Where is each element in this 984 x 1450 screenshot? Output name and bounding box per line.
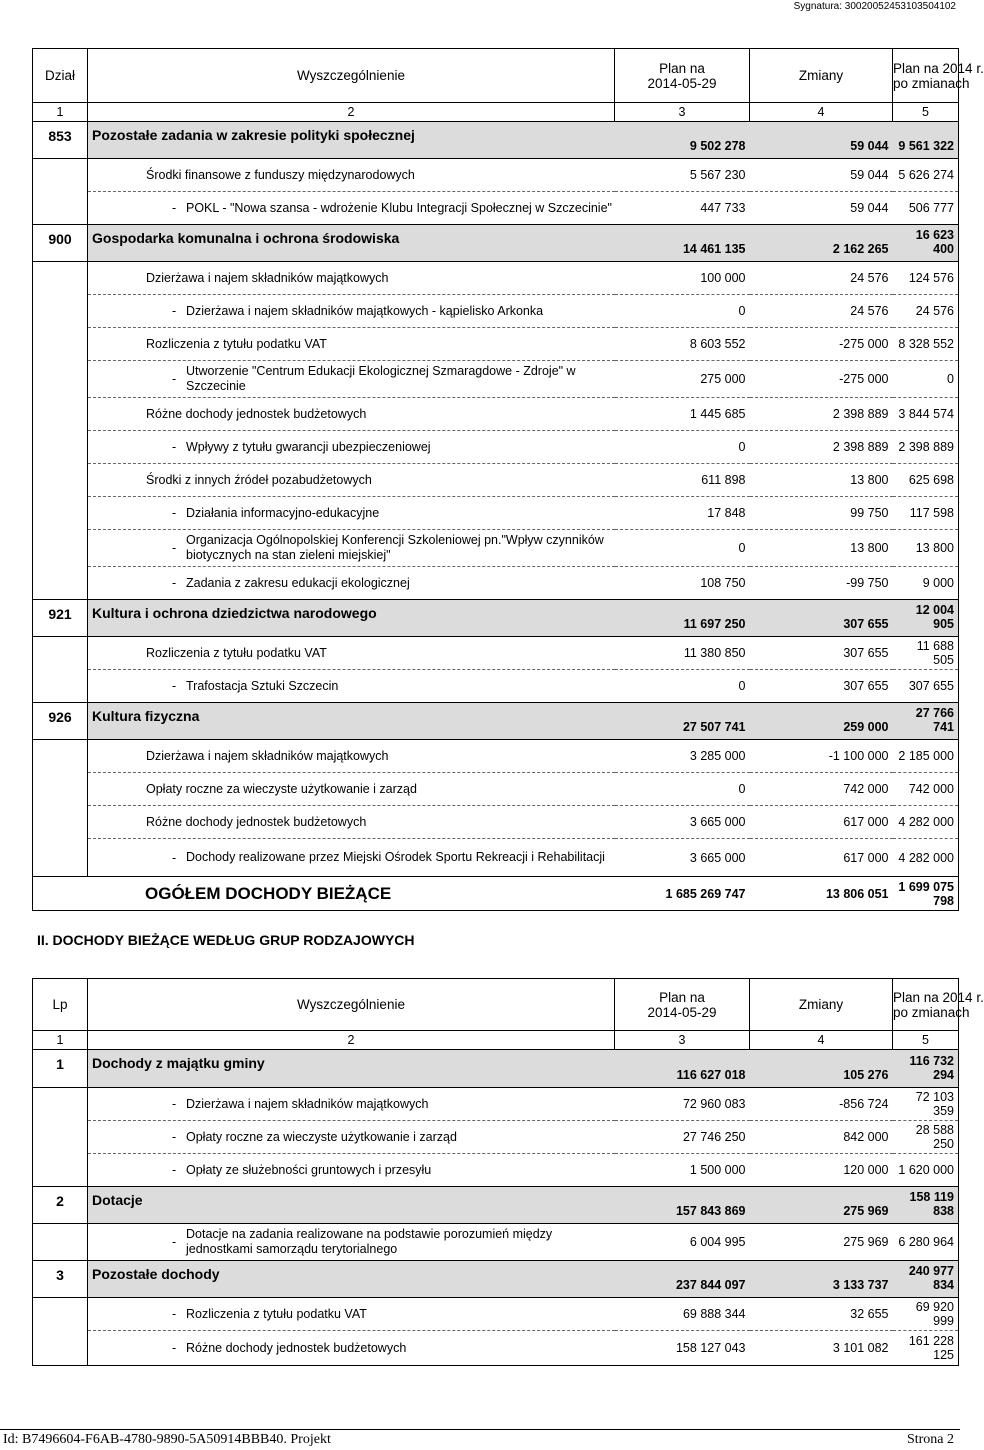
category-row	[33, 703, 959, 740]
row-plan: 17 848	[615, 497, 750, 530]
category-name: Dotacje	[88, 1187, 615, 1224]
item-name: - Opłaty ze służebności gruntowych i przesyłu	[88, 1154, 615, 1187]
row-plan: 100 000	[615, 262, 750, 295]
signature: Sygnatura: 300200524531035041​02	[793, 1, 956, 12]
row-plan: 72 960 083	[615, 1088, 750, 1121]
subcategory-name: Różne dochody jednostek budżetowych	[88, 806, 615, 839]
row-zmiany: 99 750	[750, 497, 893, 530]
subcategory-row	[33, 328, 959, 361]
row-zmiany: -99 750	[750, 567, 893, 600]
row-po: 72 103 359	[893, 1088, 959, 1121]
subcategory-row	[33, 464, 959, 497]
subcategory-name: Różne dochody jednostek budżetowych	[88, 398, 615, 431]
category-code: 1	[33, 1050, 88, 1088]
row-po: 625 698	[893, 464, 959, 497]
total-label: OGÓŁEM DOCHODY BIEŻĄCE	[33, 877, 615, 911]
category-name: Pozostałe zadania w zakresie polityki społecznej	[88, 122, 615, 159]
header-plan: Plan na 2014-05-29	[615, 979, 750, 1031]
row-po: 742 000	[893, 773, 959, 806]
subcategory-row	[33, 637, 959, 670]
item-name: - Dzierżawa i najem składników majątkowych	[88, 1088, 615, 1121]
category-row	[33, 225, 959, 262]
row-plan: 3 665 000	[615, 806, 750, 839]
item-row	[33, 1088, 959, 1121]
row-plan: 3 665 000	[615, 839, 750, 877]
header-po-zmianach: Plan na 2014 r. po zmianach	[893, 49, 959, 103]
subcategory-name: Dzierżawa i najem składników majątkowych	[88, 740, 615, 773]
row-po: 2 398 889	[893, 431, 959, 464]
row-po: 11 688 505	[893, 637, 959, 670]
row-zmiany: -1 100 000	[750, 740, 893, 773]
item-row	[33, 670, 959, 703]
row-po: 5 626 274	[893, 159, 959, 192]
item-row	[33, 1298, 959, 1331]
row-zmiany: 742 000	[750, 773, 893, 806]
category-plan: 157 843 869	[615, 1187, 750, 1224]
item-row	[33, 1154, 959, 1187]
category-plan: 9 502 278	[615, 122, 750, 159]
row-plan: 3 285 000	[615, 740, 750, 773]
category-code: 926	[33, 703, 88, 740]
item-name: - Rozliczenia z tytułu podatku VAT	[88, 1298, 615, 1331]
row-zmiany: 120 000	[750, 1154, 893, 1187]
row-zmiany: 275 969	[750, 1224, 893, 1261]
category-po: 12 004 905	[893, 600, 959, 637]
row-plan: 275 000	[615, 361, 750, 398]
category-zmiany: 59 044	[750, 122, 893, 159]
item-name: - Trafostacja Sztuki Szczecin	[88, 670, 615, 703]
row-po: 4 282 000	[893, 806, 959, 839]
header-zmiany: Zmiany	[750, 49, 893, 103]
row-plan: 8 603 552	[615, 328, 750, 361]
row-po: 1 620 000	[893, 1154, 959, 1187]
category-row	[33, 122, 959, 159]
row-po: 28 588 250	[893, 1121, 959, 1154]
row-plan: 27 746 250	[615, 1121, 750, 1154]
row-po: 307 655	[893, 670, 959, 703]
item-row	[33, 567, 959, 600]
category-zmiany: 105 276	[750, 1050, 893, 1088]
row-po: 6 280 964	[893, 1224, 959, 1261]
category-po: 16 623 400	[893, 225, 959, 262]
subcategory-row	[33, 262, 959, 295]
row-po: 2 185 000	[893, 740, 959, 773]
category-name: Dochody z majątku gminy	[88, 1050, 615, 1088]
item-row	[33, 1224, 959, 1261]
category-name: Kultura i ochrona dziedzictwa narodowego	[88, 600, 615, 637]
category-plan: 27 507 741	[615, 703, 750, 740]
row-plan: 0	[615, 670, 750, 703]
item-row	[33, 192, 959, 225]
subcategory-name: Dzierżawa i najem składników majątkowych	[88, 262, 615, 295]
header-lp: Lp	[33, 979, 88, 1031]
subcategory-name: Środki z innych źródeł pozabudżetowych	[88, 464, 615, 497]
row-zmiany: 2 398 889	[750, 398, 893, 431]
category-name: Gospodarka komunalna i ochrona środowiska	[88, 225, 615, 262]
row-po: 24 576	[893, 295, 959, 328]
item-name: - Organizacja Ogólnopolskiej Konferencji Szkoleniowej pn."Wpływ czynników biotycznych na stan zieleni miejskiej"	[88, 530, 615, 567]
item-name: - Zadania z zakresu edukacji ekologicznej	[88, 567, 615, 600]
item-name: - Działania informacyjno-edukacyjne	[88, 497, 615, 530]
column-numbers: 1 2 3 4 5	[33, 1031, 959, 1050]
row-po: 506 777	[893, 192, 959, 225]
header-po-zmianach: Plan na 2014 r. po zmianach	[893, 979, 959, 1031]
row-po: 8 328 552	[893, 328, 959, 361]
header-plan: Plan na 2014-05-29	[615, 49, 750, 103]
category-code: 853	[33, 122, 88, 159]
item-name: - POKL - "Nowa szansa - wdrożenie Klubu Integracji Społecznej w Szczecinie"	[88, 192, 615, 225]
column-numbers: 1 2 3 4 5	[33, 103, 959, 122]
subcategory-name: Rozliczenia z tytułu podatku VAT	[88, 328, 615, 361]
category-zmiany: 307 655	[750, 600, 893, 637]
row-zmiany: 617 000	[750, 839, 893, 877]
subcategory-row	[33, 398, 959, 431]
row-po: 4 282 000	[893, 839, 959, 877]
income-table	[32, 48, 984, 911]
item-row	[33, 530, 959, 567]
total-plan: 1 685 269 747	[615, 877, 750, 911]
category-row	[33, 1187, 959, 1224]
category-zmiany: 3 133 737	[750, 1261, 893, 1298]
subcategory-row	[33, 773, 959, 806]
total-row	[33, 877, 959, 911]
row-plan: 0	[615, 295, 750, 328]
item-row	[33, 295, 959, 328]
item-name: - Wpływy z tytułu gwarancji ubezpieczeniowej	[88, 431, 615, 464]
category-code: 921	[33, 600, 88, 637]
category-po: 27 766 741	[893, 703, 959, 740]
category-code: 3	[33, 1261, 88, 1298]
row-zmiany: 32 655	[750, 1298, 893, 1331]
row-zmiany: 307 655	[750, 637, 893, 670]
item-row	[33, 1121, 959, 1154]
row-po: 124 576	[893, 262, 959, 295]
category-po: 9 561 322	[893, 122, 959, 159]
document-id: Id: B7496604-F6AB-4780-9890-5A50914BBB40. Projekt	[3, 1432, 331, 1447]
category-plan: 116 627 018	[615, 1050, 750, 1088]
row-plan: 0	[615, 431, 750, 464]
category-po: 158 119 838	[893, 1187, 959, 1224]
total-po: 1 699 075 798	[893, 877, 959, 911]
section-title: II. DOCHODY BIEŻĄCE WEDŁUG GRUP RODZAJOWYCH	[37, 932, 415, 948]
category-zmiany: 259 000	[750, 703, 893, 740]
subcategory-name: Środki finansowe z funduszy międzynarodowych	[88, 159, 615, 192]
row-po: 0	[893, 361, 959, 398]
header-wyszczegolnienie: Wyszczególnienie	[88, 49, 615, 103]
row-zmiany: 13 800	[750, 464, 893, 497]
category-row	[33, 600, 959, 637]
category-row	[33, 1050, 959, 1088]
row-plan: 447 733	[615, 192, 750, 225]
row-plan: 1 445 685	[615, 398, 750, 431]
row-zmiany: 59 044	[750, 159, 893, 192]
row-po: 9 000	[893, 567, 959, 600]
category-po: 240 977 834	[893, 1261, 959, 1298]
subcategory-name: Rozliczenia z tytułu podatku VAT	[88, 637, 615, 670]
item-name: - Dzierżawa i najem składników majątkowych - kąpielisko Arkonka	[88, 295, 615, 328]
item-row	[33, 497, 959, 530]
row-zmiany: -275 000	[750, 361, 893, 398]
total-zmiany: 13 806 051	[750, 877, 893, 911]
item-row	[33, 839, 959, 877]
row-plan: 158 127 043	[615, 1331, 750, 1366]
category-plan: 11 697 250	[615, 600, 750, 637]
item-row	[33, 361, 959, 398]
row-po: 3 844 574	[893, 398, 959, 431]
item-name: - Dochody realizowane przez Miejski Ośrodek Sportu Rekreacji i Rehabilitacji	[88, 839, 615, 877]
row-plan: 6 004 995	[615, 1224, 750, 1261]
row-zmiany: 59 044	[750, 192, 893, 225]
category-row	[33, 1261, 959, 1298]
row-plan: 5 567 230	[615, 159, 750, 192]
footer	[0, 1429, 960, 1450]
row-po: 13 800	[893, 530, 959, 567]
page-number: Strona 2	[906, 1432, 954, 1447]
category-po: 116 732 294	[893, 1050, 959, 1088]
row-zmiany: 24 576	[750, 262, 893, 295]
item-row	[33, 431, 959, 464]
item-row	[33, 1331, 959, 1366]
income-groups-table	[32, 978, 984, 1366]
row-plan: 11 380 850	[615, 637, 750, 670]
row-zmiany: 2 398 889	[750, 431, 893, 464]
row-plan: 1 500 000	[615, 1154, 750, 1187]
row-zmiany: 3 101 082	[750, 1331, 893, 1366]
row-plan: 69 888 344	[615, 1298, 750, 1331]
category-zmiany: 2 162 265	[750, 225, 893, 262]
row-zmiany: 13 800	[750, 530, 893, 567]
subcategory-row	[33, 159, 959, 192]
item-name: - Opłaty roczne za wieczyste użytkowanie i zarząd	[88, 1121, 615, 1154]
category-code: 900	[33, 225, 88, 262]
row-po: 117 598	[893, 497, 959, 530]
row-zmiany: 307 655	[750, 670, 893, 703]
item-name: - Utworzenie "Centrum Edukacji Ekologicznej Szmaragdowe - Zdroje" w Szczecinie	[88, 361, 615, 398]
row-plan: 108 750	[615, 567, 750, 600]
item-name: - Dotacje na zadania realizowane na podstawie porozumień między jednostkami samorządu terytorialnego	[88, 1224, 615, 1261]
row-plan: 0	[615, 773, 750, 806]
subcategory-row	[33, 806, 959, 839]
item-name: - Różne dochody jednostek budżetowych	[88, 1331, 615, 1366]
row-zmiany: -856 724	[750, 1088, 893, 1121]
category-code: 2	[33, 1187, 88, 1224]
row-zmiany: 842 000	[750, 1121, 893, 1154]
row-zmiany: 24 576	[750, 295, 893, 328]
subcategory-name: Opłaty roczne za wieczyste użytkowanie i zarząd	[88, 773, 615, 806]
header-wyszczegolnienie: Wyszczególnienie	[88, 979, 615, 1031]
category-name: Pozostałe dochody	[88, 1261, 615, 1298]
header-zmiany: Zmiany	[750, 979, 893, 1031]
header-dzial: Dział	[33, 49, 88, 103]
category-zmiany: 275 969	[750, 1187, 893, 1224]
category-plan: 14 461 135	[615, 225, 750, 262]
row-plan: 611 898	[615, 464, 750, 497]
row-zmiany: -275 000	[750, 328, 893, 361]
row-plan: 0	[615, 530, 750, 567]
row-zmiany: 617 000	[750, 806, 893, 839]
row-po: 69 920 999	[893, 1298, 959, 1331]
row-po: 161 228 125	[893, 1331, 959, 1366]
category-name: Kultura fizyczna	[88, 703, 615, 740]
category-plan: 237 844 097	[615, 1261, 750, 1298]
subcategory-row	[33, 740, 959, 773]
